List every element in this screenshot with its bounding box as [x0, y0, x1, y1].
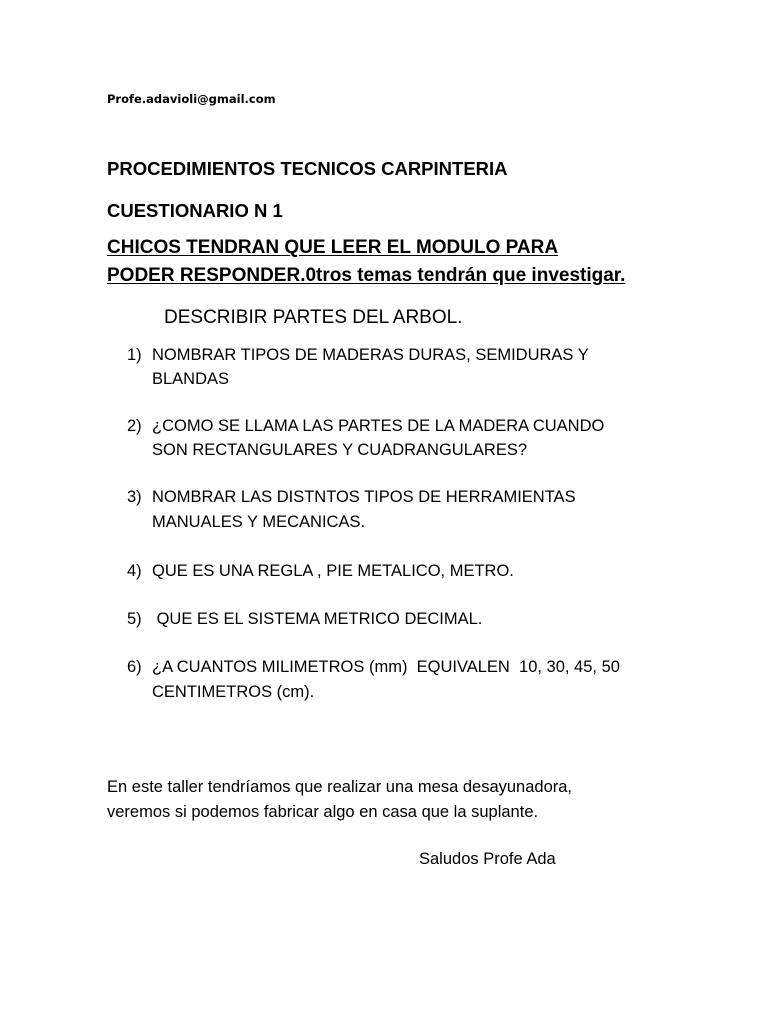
document-subtitle: CUESTIONARIO N 1	[107, 200, 283, 221]
document-title: PROCEDIMIENTOS TECNICOS CARPINTERIA	[107, 158, 508, 179]
question-text: BLANDAS	[152, 370, 230, 388]
signature: Saludos Profe Ada	[419, 850, 556, 868]
question-number: 5)	[127, 610, 142, 628]
closing-line-1: En este taller tendríamos que realizar una mesa desayunadora,	[107, 778, 573, 796]
question-number: 1)	[127, 346, 142, 364]
question-text: NOMBRAR TIPOS DE MADERAS DURAS, SEMIDURAS Y	[152, 346, 589, 364]
notice-line-1: CHICOS TENDRAN QUE LEER EL MODULO PARA	[107, 237, 559, 258]
question-text: ¿COMO SE LLAMA LAS PARTES DE LA MADERA CUANDO	[152, 417, 605, 435]
author-email: Profe.adavioli@gmail.com	[107, 92, 276, 106]
question-number: 2)	[127, 417, 142, 435]
question-text: ¿A CUANTOS MILIMETROS (mm) EQUIVALEN 10, 30, 45, 50	[152, 658, 620, 676]
question-text: NOMBRAR LAS DISTNTOS TIPOS DE HERRAMIENTAS	[152, 488, 576, 506]
notice-line-2: PODER RESPONDER.0tros temas tendrán que investigar.	[107, 265, 626, 286]
question-text: QUE ES EL SISTEMA METRICO DECIMAL.	[152, 610, 483, 628]
question-number: 4)	[127, 562, 142, 580]
question-text: CENTIMETROS (cm).	[152, 683, 315, 701]
closing-line-2: veremos si podemos fabricar algo en casa que la suplante.	[107, 803, 539, 821]
intro-item: DESCRIBIR PARTES DEL ARBOL.	[164, 307, 463, 328]
question-text: QUE ES UNA REGLA , PIE METALICO, METRO.	[152, 562, 514, 580]
question-number: 6)	[127, 658, 142, 676]
question-number: 3)	[127, 488, 142, 506]
question-text: MANUALES Y MECANICAS.	[152, 513, 366, 531]
question-text: SON RECTANGULARES Y CUADRANGULARES?	[152, 441, 528, 459]
